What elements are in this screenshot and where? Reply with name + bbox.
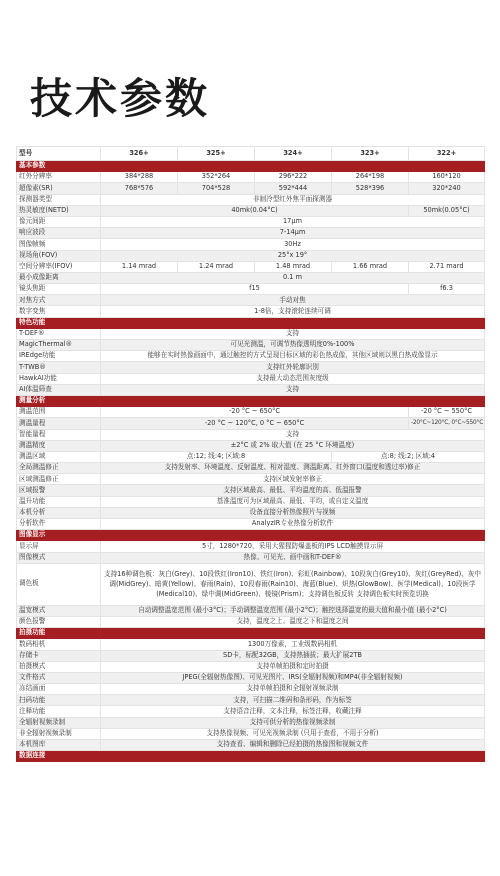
spec-label: 空间分辨率(IFOV)	[17, 261, 101, 272]
spec-row	[17, 373, 485, 384]
spec-value: 704*528	[178, 183, 255, 194]
section-title: 拍摄功能	[17, 628, 485, 639]
spec-row	[17, 485, 485, 496]
spec-row	[17, 661, 485, 672]
spec-value: -20 °C ~ 550°C	[409, 407, 485, 418]
top-bar	[0, 0, 500, 42]
spec-row	[17, 407, 485, 418]
spec-value: 1.48 mrad	[255, 261, 332, 272]
spec-value: 支持区域发射率修正	[101, 474, 485, 485]
spec-label: 显示屏	[17, 541, 101, 552]
spec-label: 调色板	[17, 563, 101, 605]
spec-value: 528*396	[332, 183, 409, 194]
spec-row	[17, 706, 485, 717]
spec-label: T-DEF®	[17, 328, 101, 339]
spec-value: 352*264	[178, 172, 255, 183]
spec-value: SD卡，标配32GB，支持热插拔；最大扩展2TB	[101, 650, 485, 661]
section-header	[17, 317, 485, 328]
spec-row	[17, 684, 485, 695]
spec-row	[17, 183, 485, 194]
spec-label: 非全辐射视频录制	[17, 728, 101, 739]
model-header-label: 型号	[17, 147, 101, 161]
page-title: 技术参数	[30, 74, 211, 123]
spec-value: 1.14 mrad	[101, 261, 178, 272]
spec-label: 测温区域	[17, 451, 101, 462]
spec-row	[17, 340, 485, 351]
spec-value: 点:8; 线:2; 区域:4	[332, 451, 485, 462]
spec-row	[17, 418, 485, 429]
spec-label: 存储卡	[17, 650, 101, 661]
spec-row	[17, 216, 485, 227]
spec-row	[17, 451, 485, 462]
spec-label: 响应波段	[17, 228, 101, 239]
spec-row	[17, 474, 485, 485]
spec-value: 50mk(0.05°C)	[409, 205, 485, 216]
spec-value: 支持查看、编辑和删除已经拍摄的热像图和视频文件	[101, 740, 485, 751]
spec-label: 测温精度	[17, 440, 101, 451]
spec-row	[17, 672, 485, 683]
spec-label: 数码相机	[17, 639, 101, 650]
spec-value: 17μm	[101, 216, 485, 227]
spec-row	[17, 250, 485, 261]
spec-value: 可见光测温，可调节热像透明度0%-100%	[101, 340, 485, 351]
spec-value: 0.1 m	[101, 272, 485, 283]
spec-value: 支持热像视频、可见光视频录制 (只用于查看，不用于分析)	[101, 728, 485, 739]
spec-value: 768*576	[101, 183, 178, 194]
spec-value: -20 °C ~ 650°C	[101, 407, 409, 418]
spec-label: 温宽模式	[17, 605, 101, 616]
spec-value: 40mk(0.04°C)	[101, 205, 409, 216]
spec-value: 5寸，1280*720，采用大猩猩防爆盖板的IPS LCD触摸显示屏	[101, 541, 485, 552]
spec-value: 支持单帧拍摄和定时拍摄	[101, 661, 485, 672]
spec-value: 支持语音注释，文本注释，标签注释，收藏注释	[101, 706, 485, 717]
spec-value: AnalyzIR专业热像分析软件	[101, 519, 485, 530]
spec-value: 1300万像素，工业级数码相机	[101, 639, 485, 650]
spec-value: 支持	[101, 429, 485, 440]
spec-value: -20 °C ~ 120°C, 0 °C ~ 650°C	[101, 418, 409, 429]
spec-label: 视场角(FOV)	[17, 250, 101, 261]
spec-label: 红外分辨率	[17, 172, 101, 183]
spec-label: 图像帧频	[17, 239, 101, 250]
header-row	[17, 147, 485, 161]
spec-value: 自动调整温宽范围 (最小3°C)；手动调整温宽范围 (最小2°C)；触控选择温宽的最大值和最小值 (最小2°C)	[101, 605, 485, 616]
spec-row	[17, 463, 485, 474]
spec-value: 支持区域最高、最低、平均温度的高、低温报警	[101, 485, 485, 496]
spec-row	[17, 728, 485, 739]
spec-label: T-TWB®	[17, 362, 101, 373]
spec-row	[17, 552, 485, 563]
spec-value: 热像、可见光、画中画和T-DEF®	[101, 552, 485, 563]
spec-row	[17, 717, 485, 728]
spec-row	[17, 351, 485, 362]
spec-value: 30Hz	[101, 239, 485, 250]
spec-value: 基准温度可为区域最高、最低、平均，或自定义温度	[101, 496, 485, 507]
spec-value: 支持，温度之上、温度之下和温度之间	[101, 616, 485, 627]
spec-value: 支持	[101, 384, 485, 395]
spec-label: 智能量程	[17, 429, 101, 440]
spec-value: 能够在实时热像画面中，通过触控的方式呈现目标区域的彩色热成像，其他区域则以黑白热成像显示	[101, 351, 485, 362]
spec-label: 颜色报警	[17, 616, 101, 627]
spec-value: f6.3	[409, 284, 485, 295]
spec-label: 本机分析	[17, 507, 101, 518]
spec-label: 超像素(SR)	[17, 183, 101, 194]
spec-value: 1-8倍，支持滚轮连续可调	[101, 306, 485, 317]
spec-value: 支持红外轮廓识别	[101, 362, 485, 373]
spec-label: 探测器类型	[17, 194, 101, 205]
model-header-324: 324+	[255, 147, 332, 161]
spec-row	[17, 496, 485, 507]
spec-label: 文件格式	[17, 672, 101, 683]
spec-row	[17, 650, 485, 661]
spec-value: 264*198	[332, 172, 409, 183]
spec-label: HawkAI功能	[17, 373, 101, 384]
model-header-323: 323+	[332, 147, 409, 161]
model-header-322: 322+	[409, 147, 485, 161]
spec-row	[17, 284, 485, 295]
spec-value: 1.66 mrad	[332, 261, 409, 272]
spec-value: 支持单帧拍摄和全辐射视频录制	[101, 684, 485, 695]
section-header	[17, 751, 485, 762]
section-title: 特色功能	[17, 317, 485, 328]
spec-value: 296*222	[255, 172, 332, 183]
section-title: 测量分析	[17, 395, 485, 406]
spec-label: 本机图库	[17, 740, 101, 751]
section-title: 图像显示	[17, 530, 485, 541]
spec-value: 320*240	[409, 183, 485, 194]
spec-label: 区域报警	[17, 485, 101, 496]
spec-row	[17, 172, 485, 183]
spec-row	[17, 272, 485, 283]
section-header	[17, 395, 485, 406]
spec-label: 测温量程	[17, 418, 101, 429]
spec-value: 支持16种调色板：灰白(Grey)、10段铁红(Iron10)、铁红(Iron)、彩虹(Rainbow)、10段灰白(Grey10)、灰红(GreyRed)、灰中调(MidGrey)、暗黄(Yellow)、春雨(Rain)、10段春雨(Rain10)、海蓝(Blue)、炽热(GlowBow)、医学(Medical)、10段医学(Medical10)、绿中调(MidGreen)、棱镜(Prism)；支持调色板反转 支持调色板实时预览切换	[101, 563, 485, 605]
spec-row	[17, 362, 485, 373]
spec-label: 最小成像距离	[17, 272, 101, 283]
spec-row	[17, 306, 485, 317]
spec-value: 手动对焦	[101, 295, 485, 306]
spec-value: 支持发射率、环境温度、反射温度、相对湿度、测温距离、红外窗口(温度和透过率)修正	[101, 463, 485, 474]
spec-label: 对焦方式	[17, 295, 101, 306]
spec-row	[17, 261, 485, 272]
spec-row	[17, 605, 485, 616]
spec-row	[17, 194, 485, 205]
spec-row	[17, 228, 485, 239]
spec-value: 支持可供分析的热像视频录制	[101, 717, 485, 728]
spec-label: MagicThermal®	[17, 340, 101, 351]
spec-row	[17, 695, 485, 706]
spec-value: ±2°C 或 2% 取大值 (在 25 °C 环境温度)	[101, 440, 485, 451]
spec-row	[17, 205, 485, 216]
spec-label: 全局测温修正	[17, 463, 101, 474]
section-header	[17, 161, 485, 172]
spec-row	[17, 440, 485, 451]
spec-value: 1.24 mrad	[178, 261, 255, 272]
spec-value: 支持最大动态范围灰度级	[101, 373, 485, 384]
spec-row	[17, 507, 485, 518]
section-title: 数据连接	[17, 751, 485, 762]
spec-value: 支持	[101, 328, 485, 339]
spec-row	[17, 295, 485, 306]
spec-label: 注释功能	[17, 706, 101, 717]
spec-table-body	[17, 147, 485, 762]
model-header-325: 325+	[178, 147, 255, 161]
spec-row	[17, 239, 485, 250]
spec-row	[17, 563, 485, 605]
model-header-326: 326+	[101, 147, 178, 161]
spec-value: -20°C~120°C, 0°C~550°C	[409, 418, 485, 429]
spec-row	[17, 616, 485, 627]
spec-value: f15	[101, 284, 409, 295]
spec-label: 像元间距	[17, 216, 101, 227]
section-title: 基本参数	[17, 161, 485, 172]
spec-value: 点:12; 线:4; 区域:8	[101, 451, 332, 462]
spec-label: 测温范围	[17, 407, 101, 418]
spec-row	[17, 639, 485, 650]
spec-label: 全辐射视频录制	[17, 717, 101, 728]
spec-value: JPEG(全辐射热像图)、可见光图片、IRS(全辐射视频)和MP4(非全辐射视频)	[101, 672, 485, 683]
spec-value: 非制冷型红外焦平面探测器	[101, 194, 485, 205]
spec-value: 384*288	[101, 172, 178, 183]
spec-row	[17, 429, 485, 440]
spec-value: 设备直接分析热像照片与视频	[101, 507, 485, 518]
spec-label: 温升功能	[17, 496, 101, 507]
spec-label: 热灵敏度(NETD)	[17, 205, 101, 216]
spec-label: 扫码功能	[17, 695, 101, 706]
spec-row	[17, 519, 485, 530]
spec-label: 冻结画面	[17, 684, 101, 695]
spec-value: 2.71 mard	[409, 261, 485, 272]
spec-label: 数字变焦	[17, 306, 101, 317]
spec-row	[17, 541, 485, 552]
spec-row	[17, 328, 485, 339]
spec-value: 592*444	[255, 183, 332, 194]
spec-value: 7-14μm	[101, 228, 485, 239]
spec-label: 区域测温修正	[17, 474, 101, 485]
spec-label: IREdge功能	[17, 351, 101, 362]
section-header	[17, 530, 485, 541]
spec-value: 160*120	[409, 172, 485, 183]
spec-label: 镜头焦距	[17, 284, 101, 295]
spec-row	[17, 740, 485, 751]
spec-table	[16, 146, 485, 762]
spec-row	[17, 384, 485, 395]
spec-value: 25°x 19°	[101, 250, 485, 261]
spec-label: 分析软件	[17, 519, 101, 530]
section-header	[17, 628, 485, 639]
spec-label: AI体温筛查	[17, 384, 101, 395]
spec-value: 支持，可扫描二维码和条形码，作为标签	[101, 695, 485, 706]
spec-label: 拍摄模式	[17, 661, 101, 672]
spec-label: 图像模式	[17, 552, 101, 563]
